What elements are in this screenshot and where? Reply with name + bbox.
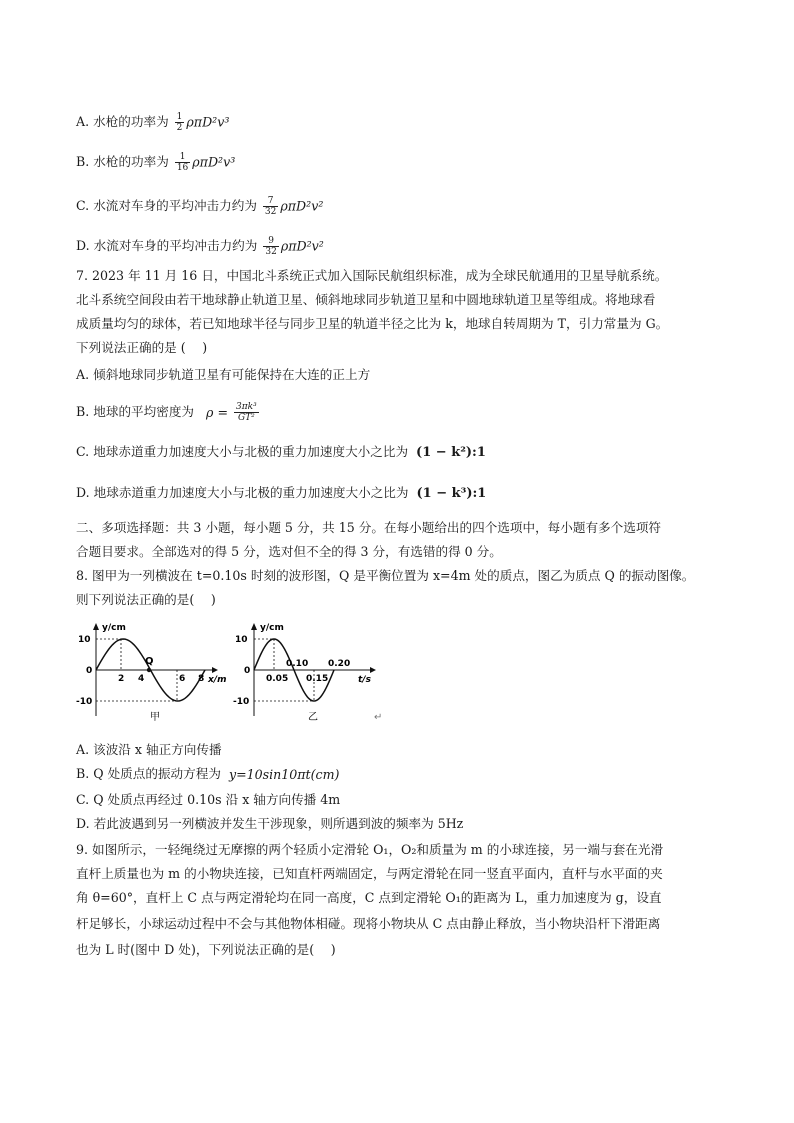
q6-option-a-expr: ρπD²v³ [186, 114, 230, 130]
q6-option-c-fraction: $\frac{7}{32}$ [264, 196, 277, 217]
jia-x-unit: x/m [208, 675, 227, 685]
q8-option-c: C. Q 处质点再经过 0.10s 沿 x 轴方向传播 4m [76, 792, 341, 807]
q7-option-b [76, 402, 261, 423]
yi-t-unit: t/s [358, 675, 371, 685]
q8-stem-line-2: 则下列说法正确的是( ) [76, 592, 216, 607]
jia-x-tick-4: 4 [138, 674, 145, 684]
jia-y-unit: y/cm [102, 623, 126, 633]
jia-caption: 甲 [150, 712, 160, 723]
q6-option-c-text: C. 水流对车身的平均冲击力约为 [76, 198, 257, 213]
q6-option-b [76, 152, 235, 173]
figure-jia-wave-graph [76, 618, 227, 723]
yi-t-tick-015: 0.15 [306, 674, 329, 684]
q7-option-d [76, 483, 486, 504]
q6-option-b-text: B. 水枪的功率为 [76, 154, 169, 169]
figure-yi-vibration-graph [230, 618, 390, 722]
q6-option-b-fraction: $\frac{1}{16}$ [176, 152, 189, 173]
q9-stem-line-4: 杆足够长，小球运动过程中不会与其他物体相碰。现将小物块从 C 点由静止释放，当小物块沿杆下滑距离 [76, 916, 661, 931]
section2-line-2: 合题目要求。全部选对的得 5 分，选对但不全的得 3 分，有选错的得 0 分。 [76, 544, 502, 559]
yi-y-unit: y/cm [260, 623, 284, 633]
q9-stem-line-1: 9. 如图所示，一轻绳绕过无摩擦的两个轻质小定滑轮 O₁，O₂和质量为 m 的小球连接，另一端与套在光滑 [76, 842, 664, 857]
q6-option-a-text: A. 水枪的功率为 [76, 114, 169, 129]
q8-option-a: A. 该波沿 x 轴正方向传播 [76, 742, 222, 757]
return-mark-icon: ↵ [374, 712, 383, 723]
q7-stem-line-2: 北斗系统空间段由若干地球静止轨道卫星、倾斜地球同步轨道卫星和中圆地球轨道卫星等组成。将地球看 [76, 292, 656, 307]
q9-stem-line-2: 直杆上质量也为 m 的小物块连接，已知直杆两端固定，与两定滑轮在同一竖直平面内，直杆与水平面的夹 [76, 866, 663, 881]
q8-option-b-expr: y=10sin10πt(cm) [228, 766, 340, 782]
q8-option-b-text: B. Q 处质点的振动方程为 [76, 766, 221, 781]
q8-stem-line-1: 8. 图甲为一列横波在 t=0.10s 时刻的波形图，Q 是平衡位置为 x=4m 处的质点，图乙为质点 Q 的振动图像。 [76, 568, 695, 583]
q7-option-d-expr: (1 − k³):1 [416, 486, 487, 501]
q7-stem-line-3: 成质量均匀的球体，若已知地球半径与同步卫星的轨道半径之比为 k，地球自转周期为 T，引力常量为 G。 [76, 316, 669, 331]
q6-option-c [76, 196, 323, 217]
jia-x-tick-2: 2 [118, 674, 125, 684]
q7-stem-line-1: 7. 2023 年 11 月 16 日，中国北斗系统正式加入国际民航组织标准，成为全球民航通用的卫星导航系统。 [76, 268, 668, 283]
q9-stem-line-5: 也为 L 时(图中 D 处)，下列说法正确的是( ) [76, 942, 336, 957]
q6-option-c-expr: ρπD²v² [280, 198, 324, 214]
q6-option-b-expr: ρπD²v³ [192, 154, 236, 170]
q6-option-a [76, 112, 229, 133]
section2-line-1: 二、多项选择题：共 3 小题，每小题 5 分，共 15 分。在每小题给出的四个选项中，每小题有多个选项符 [76, 520, 662, 535]
q7-option-c-expr: (1 − k²):1 [416, 445, 486, 460]
q9-stem-line-3: 角 θ=60°，直杆上 C 点与两定滑轮均在同一高度，C 点到定滑轮 O₁的距离为 L，重力加速度为 g，设直 [76, 890, 662, 905]
q7-option-b-fraction: $\frac{\text{3πk³}}{\text{GT²}}$ [236, 402, 257, 423]
yi-origin-label: 0 [244, 666, 251, 676]
jia-x-tick-8: 8 [198, 674, 205, 684]
q6-option-a-fraction: $\frac{1}{2}$ [176, 112, 183, 133]
yi-t-tick-020: 0.20 [328, 659, 351, 669]
q6-option-d-fraction: $\frac{9}{32}$ [265, 236, 277, 257]
yi-y-arrow-icon [251, 623, 257, 630]
yi-t-tick-005: 0.05 [266, 674, 289, 684]
jia-x-tick-6: 6 [179, 674, 186, 684]
q8-option-b [76, 764, 339, 785]
q6-option-d-text: D. 水流对车身的平均冲击力约为 [76, 238, 258, 253]
yi-caption: 乙 [308, 712, 318, 723]
q7-option-c-text: C. 地球赤道重力加速度大小与北极的重力加速度大小之比为 [76, 444, 409, 459]
yi-t-arrow-icon [370, 667, 376, 673]
q7-option-b-text: B. 地球的平均密度为 [76, 404, 195, 419]
q7-stem-line-4: 下列说法正确的是 ( ) [76, 340, 208, 355]
q7-option-a: A. 倾斜地球同步轨道卫星有可能保持在大连的正上方 [76, 367, 371, 382]
yi-y-max-label: 10 [235, 635, 248, 645]
jia-point-q-label: Q [145, 656, 154, 667]
q6-option-d-expr: ρπD²v² [280, 238, 324, 254]
jia-x-arrow-icon [212, 667, 218, 673]
q6-option-d [76, 236, 324, 257]
q7-option-c [76, 442, 486, 463]
jia-y-min-label: -10 [76, 697, 93, 707]
jia-y-max-label: 10 [78, 635, 91, 645]
q8-option-d: D. 若此波遇到另一列横波并发生干涉现象，则所遇到波的频率为 5Hz [76, 816, 464, 831]
jia-point-q [147, 668, 151, 672]
yi-t-tick-010: 0.10 [286, 659, 309, 669]
q7-option-b-lhs: ρ = [206, 404, 228, 420]
jia-origin-label: 0 [86, 666, 93, 676]
jia-y-arrow-icon [93, 623, 99, 630]
yi-y-min-label: -10 [233, 697, 250, 707]
q7-option-d-text: D. 地球赤道重力加速度大小与北极的重力加速度大小之比为 [76, 485, 409, 500]
